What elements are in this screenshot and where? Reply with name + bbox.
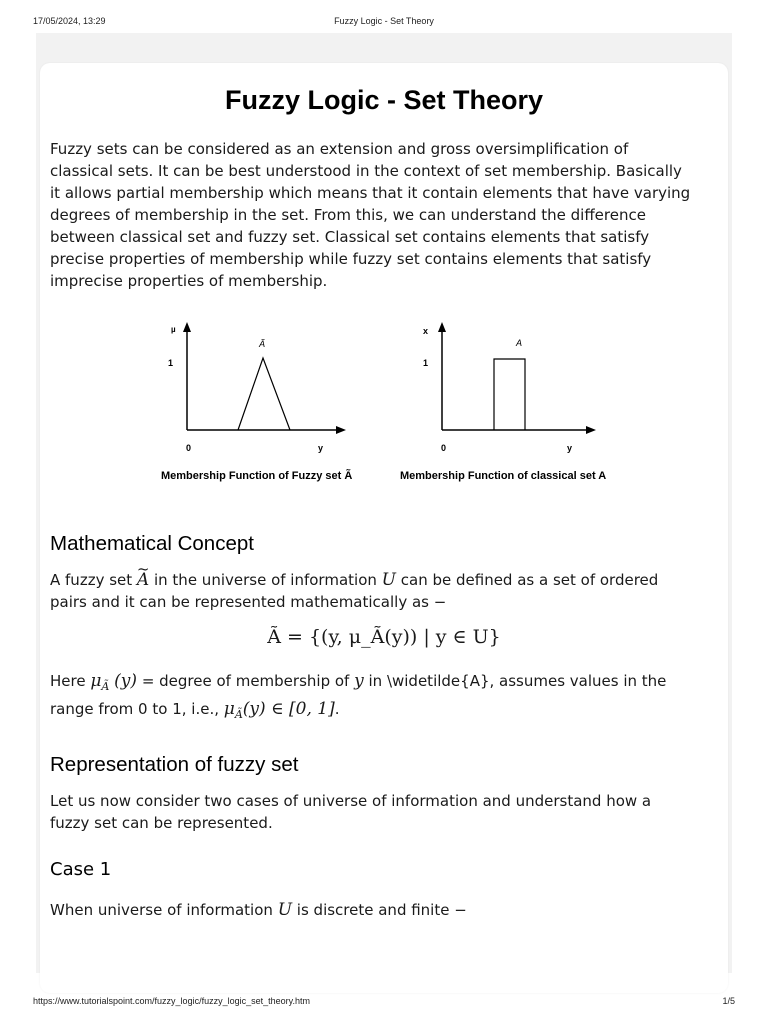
print-page-number: 1/5 [722, 996, 735, 1006]
fuzzy-origin: 0 [186, 443, 192, 453]
fuzzy-y-arrow [183, 322, 191, 332]
representation-paragraph [50, 790, 718, 834]
membership-degree-paragraph [50, 670, 718, 726]
fuzzy-set-equation: Ã = {(y, μ_Ã(y)) | y ∈ U} [267, 626, 501, 648]
intro-line: it allows partial membership which means that it contain elements that have varying [50, 184, 691, 202]
classical-caption: Membership Function of classical set A [400, 470, 607, 482]
math-symbol-U: U [277, 900, 293, 920]
classical-y-tick: 1 [423, 358, 429, 368]
print-header [0, 16, 768, 30]
text-span: A fuzzy set [50, 571, 133, 589]
math-line [50, 698, 718, 726]
math-paragraph [50, 569, 718, 613]
intro-line: between classical set and fuzzy set. Classical set contains elements that satisfy [50, 228, 650, 246]
math-expression: (y) [114, 671, 138, 691]
math-subscript: Ã [234, 708, 243, 721]
math-symbol-y: y [354, 671, 364, 691]
print-datetime: 17/05/2024, 13:29 [33, 16, 106, 26]
text-span: is discrete and finite − [296, 901, 467, 919]
classical-rectangle [494, 359, 525, 430]
math-expression: (y) ∈ [0, 1] [242, 699, 335, 719]
math-symbol-A-tilde: ~ A [137, 569, 149, 591]
math-symbol-mu: μ [223, 699, 235, 719]
intro-line: classical sets. It can be best understood in the context of set membership. Basically [50, 162, 682, 180]
fuzzy-y-tick: 1 [168, 358, 174, 368]
classical-y-axis-label: x [423, 326, 429, 336]
section-heading-mathematical-concept: Mathematical Concept [50, 532, 254, 555]
print-doc-title: Fuzzy Logic - Set Theory [334, 16, 434, 26]
classical-x-arrow [586, 426, 596, 434]
case-line [50, 899, 718, 921]
print-url: https://www.tutorialspoint.com/fuzzy_logic/fuzzy_logic_set_theory.htm [33, 996, 310, 1006]
intro-line: imprecise properties of membership. [50, 272, 328, 290]
fuzzy-set-label: Ã [259, 339, 266, 349]
math-line [50, 670, 718, 698]
classical-set-label: A [516, 338, 523, 348]
case-1-paragraph [50, 899, 718, 921]
text-span: = degree of membership of [141, 672, 350, 690]
classical-y-arrow [438, 322, 446, 332]
text-span: can be defined as a set of ordered [400, 571, 659, 589]
text-span: in the universe of information [153, 571, 377, 589]
text-span: in \widetilde{A}, assumes values in the [368, 672, 667, 690]
intro-line: degrees of membership in the set. From this, we can understand the difference [50, 206, 646, 224]
membership-function-figure [50, 318, 718, 493]
fuzzy-x-arrow [336, 426, 346, 434]
fuzzy-triangle [238, 358, 290, 430]
fuzzy-x-axis-label: y [318, 443, 324, 453]
intro-line: precise properties of membership while fuzzy set contains elements that satisfy [50, 250, 652, 268]
print-footer [0, 996, 768, 1010]
page-title: Fuzzy Logic - Set Theory [224, 85, 544, 115]
text-span: Here [50, 672, 86, 690]
text-span: range from 0 to 1, i.e., [50, 700, 219, 718]
text-span: . [334, 700, 340, 718]
intro-line: Fuzzy sets can be considered as an extension and gross oversimplification of [50, 140, 629, 158]
fuzzy-caption: Membership Function of Fuzzy set Ã [161, 470, 353, 482]
intro-paragraph [50, 138, 718, 292]
math-line: pairs and it can be represented mathematically as − [50, 593, 447, 611]
repr-line: Let us now consider two cases of universe of information and understand how a [50, 792, 652, 810]
fuzzy-y-axis-label: µ [171, 325, 176, 334]
math-subscript: Ã [101, 680, 110, 693]
math-symbol-mu: μ [90, 671, 102, 691]
section-heading-representation: Representation of fuzzy set [50, 753, 299, 776]
math-symbol-U: U [381, 570, 396, 590]
text-span: When universe of information [50, 901, 273, 919]
repr-line: fuzzy set can be represented. [50, 814, 273, 832]
math-line [50, 569, 718, 591]
section-heading-case-1: Case 1 [50, 859, 112, 880]
classical-origin: 0 [441, 443, 447, 453]
classical-x-axis-label: y [567, 443, 573, 453]
